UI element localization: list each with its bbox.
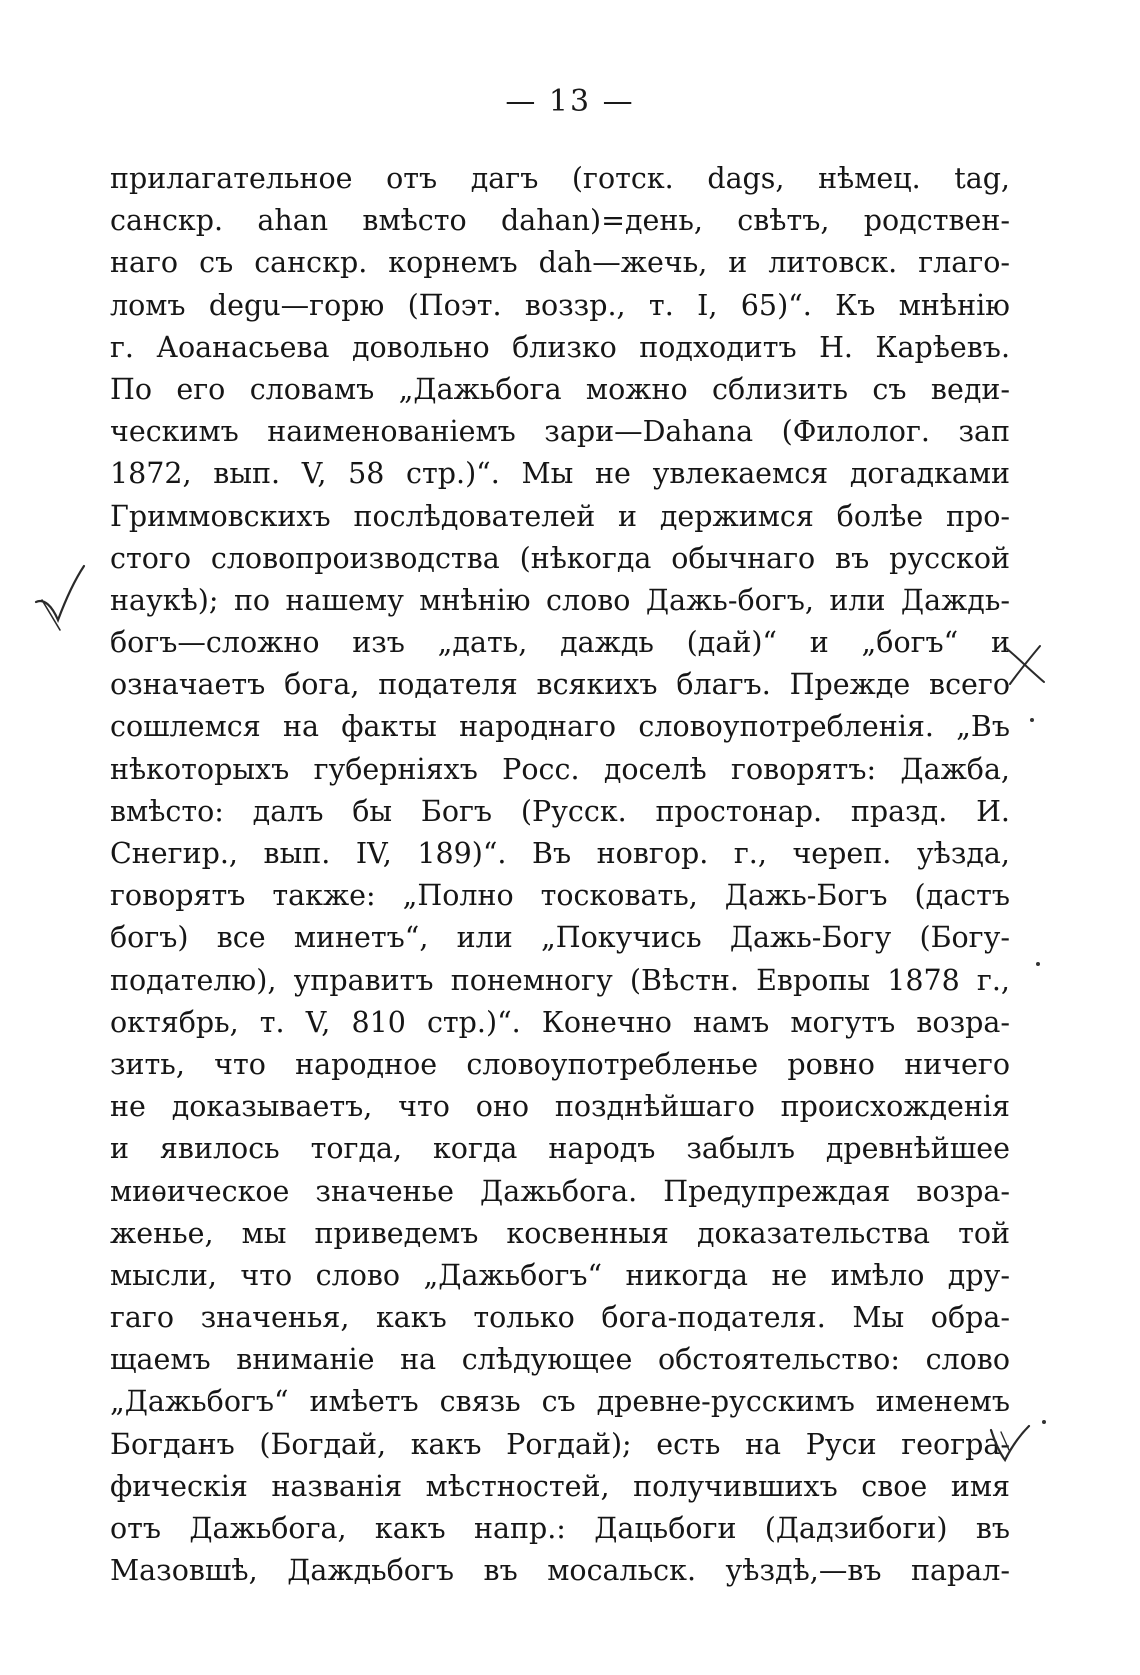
text-line: сошлемся на факты народнаго словоупотребленія. „Въ [110,710,1010,744]
text-line: миѳическое значенье Дажьбога. Предупреждая возра- [110,1174,1010,1208]
text-line: женье, мы приведемъ косвенныя доказательства той [110,1216,1010,1250]
text-line: ческимъ наименованіемъ зари—Dahana (Филолог. зап [110,415,1010,449]
text-line: нѣкоторыхъ губерніяхъ Росс. доселѣ говорятъ: Дажба, [110,752,1010,786]
check-annotation-icon [985,1420,1035,1470]
text-line: мысли, что слово „Дажьбогъ“ никогда не имѣло дру- [110,1258,1010,1292]
text-line: говорятъ также: „Полно тосковать, Дажь-Богъ (дастъ [110,879,1010,913]
text-line: стого словопроизводства (нѣкогда обычнаго въ русской [110,541,1010,575]
text-line: Снегир., вып. IV, 189)“. Въ новгор. г., череп. уѣзда, [110,837,1010,870]
text-line: означаетъ бога, подателя всякихъ благъ. Прежде всего [110,668,1010,702]
text-line: фическія названія мѣстностей, получившихъ свое имя [110,1469,1010,1503]
checkmark-annotation-icon [30,560,90,640]
text-line: г. Аоанасьева довольно близко подходитъ Н. Карѣевъ. [110,330,1010,364]
text-line: богъ) все минетъ“, или „Покучись Дажь-Богу (Богу- [110,921,1010,955]
margin-dot [1030,718,1034,722]
text-line: и явилось тогда, когда народъ забылъ древнѣйшее [110,1132,1010,1166]
text-line: подателю), управитъ понемногу (Вѣстн. Европы 1878 г., [110,963,1010,997]
text-line: октябрь, т. V, 810 стр.)“. Конечно намъ могутъ возра- [110,1005,1010,1039]
text-line: щаемъ вниманіе на слѣдующее обстоятельство: слово [110,1343,1010,1377]
text-line: отъ Дажьбога, какъ напр.: Дацьбоги (Дадзибоги) въ [110,1512,1010,1545]
text-line: наго съ санскр. корнемъ dah—жечь, и литовск. глаго- [110,246,1010,280]
text-line: „Дажьбогъ“ имѣетъ связь съ древне-русскимъ именемъ [110,1385,1010,1419]
text-line: ломъ degu—горю (Поэт. воззр., т. I, 65)“. Къ мнѣнію [110,288,1010,322]
text-line: Мазовшѣ, Даждьбогъ въ мосальск. уѣздѣ,—въ парал- [110,1554,1010,1588]
margin-dot [1036,962,1040,966]
text-line: не доказываетъ, что оно позднѣйшаго происхожденія [110,1090,1010,1124]
text-line: гаго значенья, какъ только бога-подателя. Мы обра- [110,1301,1010,1335]
text-line: наукѣ); по нашему мнѣнію слово Дажь-богъ, или Даждь- [110,583,1010,617]
margin-dot [1042,1420,1046,1424]
page-number: — 13 — [505,84,635,119]
cross-annotation-icon [1000,640,1050,690]
text-line: Гриммовскихъ послѣдователей и держимся болѣе про- [110,499,1010,533]
text-line: богъ—сложно изъ „дать, даждь (дай)“ и „богъ“ и [110,626,1010,660]
text-line: прилагательное отъ дагъ (готск. dags, нѣмец. tag, [110,162,1010,195]
text-line: 1872, вып. V, 58 стр.)“. Мы не увлекаемся догадками [110,457,1010,491]
text-line: По его словамъ „Дажьбога можно сблизить съ веди- [110,372,1010,406]
body-text [110,158,1010,1592]
text-line: Богданъ (Богдай, какъ Рогдай); есть на Руси геогра- [110,1427,1010,1461]
text-line: зить, что народное словоупотребленье ровно ничего [110,1047,1010,1081]
text-line: вмѣсто: далъ бы Богъ (Русск. простонар. празд. И. [110,794,1010,828]
text-line: санскр. ahan вмѣсто dahan)=день, свѣтъ, родствен- [110,204,1010,238]
